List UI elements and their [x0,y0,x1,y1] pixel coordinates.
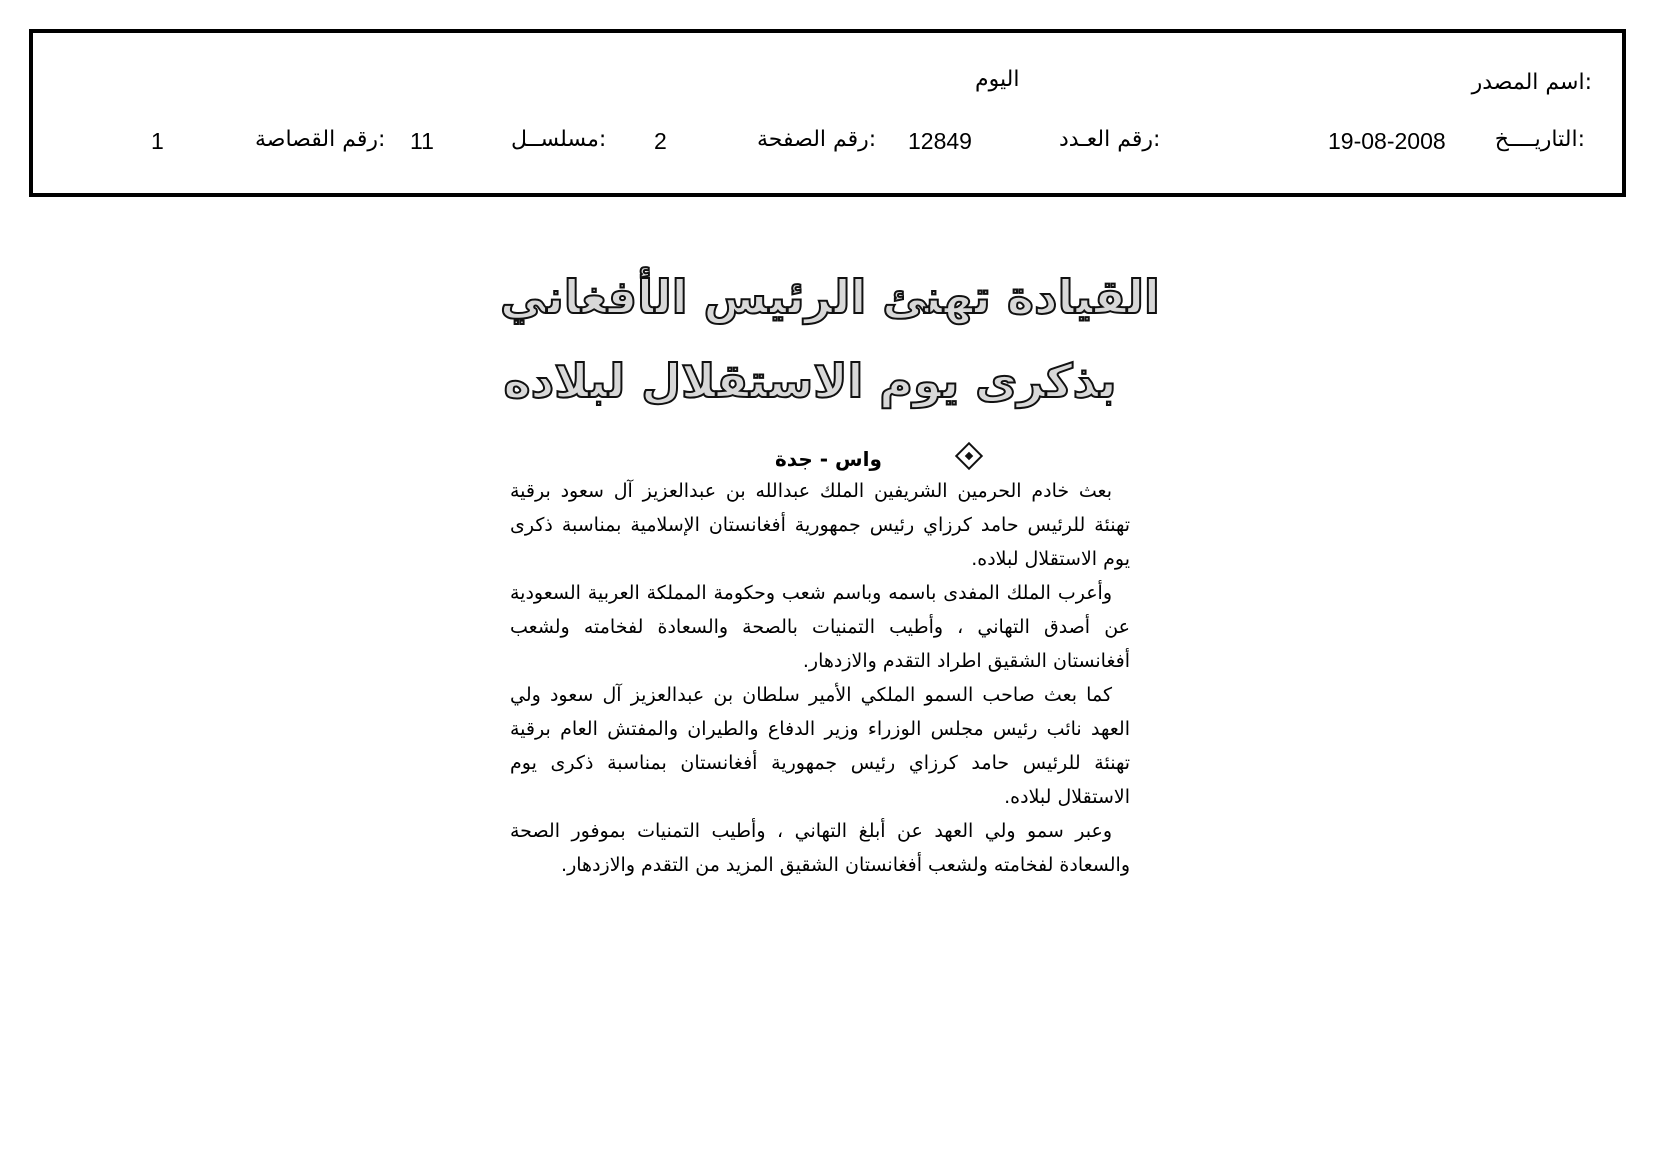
issue-value: 12849 [908,128,972,154]
page-label: رقم الصفحة: [757,127,877,152]
headline-line-1: القيادة تهنئ الرئيس الأفغاني [500,270,1160,324]
page-value: 2 [654,128,667,154]
clip-number-value: 1 [151,128,164,154]
article-body [510,474,1130,882]
serial-value: 11 [410,128,434,154]
article-paragraph: بعث خادم الحرمين الشريفين الملك عبدالله بن عبدالعزيز آل سعود برقية تهنئة للرئيس حامد كرزاي رئيس جمهورية أفغانستان الإسلامية بمناسبة ذكرى يوم الاستقلال لبلاده. [510,480,1130,570]
source-value: اليوم [975,67,1020,92]
date-label: التاريــــخ: [1494,127,1585,152]
source-label: اسم المصدر: [1471,70,1592,95]
article-paragraph: وعبر سمو ولي العهد عن أبلغ التهاني ، وأطيب التمنيات بموفور الصحة والسعادة لفخامته ولشعب أفغانستان الشقيق المزيد من التقدم والازدهار. [510,820,1130,876]
headline-line-2: بذكرى يوم الاستقلال لبلاده [503,354,1117,408]
clip-number-label: رقم القصاصة: [255,127,386,152]
issue-label: رقم العـدد: [1059,127,1161,152]
serial-label: مسلســل: [511,127,607,152]
date-value: 19-08-2008 [1328,128,1446,154]
article-paragraph: كما بعث صاحب السمو الملكي الأمير سلطان بن عبدالعزيز آل سعود ولي العهد نائب رئيس مجلس الوزراء وزير الدفاع والطيران والمفتش العام برقية تهنئة للرئيس حامد كرزاي رئيس جمهورية أفغانستان بمناسبة ذكرى يوم الاستقلال لبلاده. [510,684,1130,808]
article-paragraph: وأعرب الملك المفدى باسمه وباسم شعب وحكومة المملكة العربية السعودية عن أصدق التهاني ، وأطيب التمنيات بالصحة والسعادة لفخامته ولشعب أفغانستان الشقيق اطراد التقدم والازدهار. [510,582,1130,672]
metadata-box [29,29,1626,197]
agency-diamond-icon [955,442,983,470]
article-headline [500,255,1160,423]
article-dateline: واس - جدة [775,447,882,471]
